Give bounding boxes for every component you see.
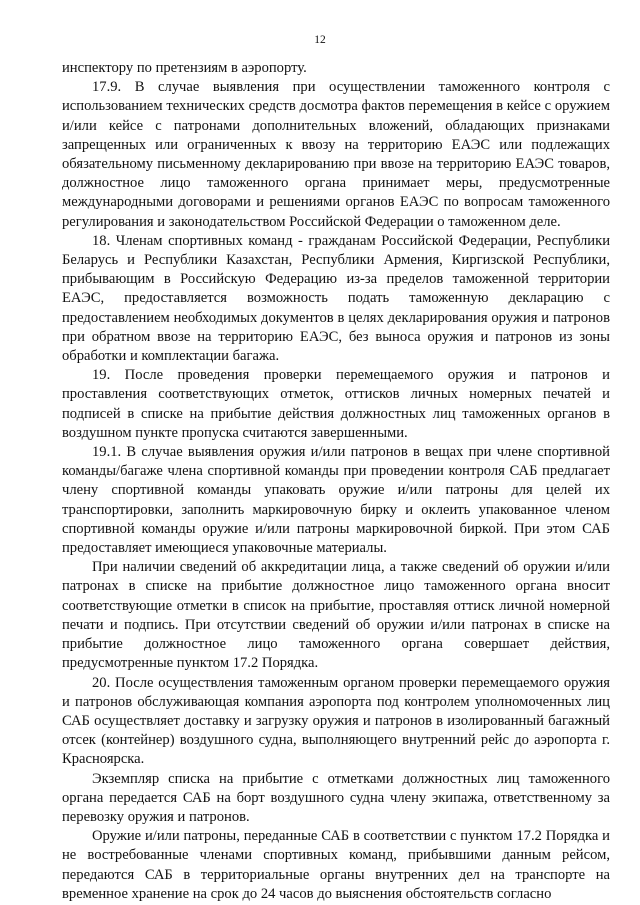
- paragraph-unclaimed-weapons: Оружие и/или патроны, переданные САБ в соответствии с пунктом 17.2 Порядка и не востребованные членами спортивных команд, прибывшими данным рейсом, передаются САБ в территориальные органы внутренних дел на транспорте на временное хранение на срок до 24 часов до выяснения обстоятельств согласно: [62, 828, 610, 902]
- document-body: [62, 59, 610, 904]
- paragraph-17-9: 17.9. В случае выявления при осуществлении таможенного контроля с использованием технических средств досмотра фактов перемещения в кейсе с оружием и/или кейсе с патронами дополнительных вложений, обладающих признаками запрещенных или ограниченных к ввозу на территорию ЕАЭС или подлежащих обязательному письменному декларированию при ввозе на территорию ЕАЭС товаров, должностное лицо таможенного органа принимает меры, предусмотренные международными договорами и решениями органов ЕАЭС по вопросам таможенного регулирования и законодательством Российской Федерации о таможенном деле.: [62, 79, 610, 230]
- paragraph-arrival-list: Экземпляр списка на прибытие с отметками должностных лиц таможенного органа передается САБ на борт воздушного судна члену экипажа, ответственному за перевозку оружия и патронов.: [62, 770, 610, 825]
- paragraph-accreditation: При наличии сведений об аккредитации лица, а также сведений об оружии и/или патронах в списке на прибытие должностное лицо таможенного органа вносит соответствующие отметки в список на прибытие, проставляя оттиск личной номерной печати и подпись. При отсутствии сведений об оружии и/или патронах в списке на прибытие должностное лицо таможенного органа совершает действия, предусмотренные пунктом 17.2 Порядка.: [62, 559, 610, 672]
- page-number: 12: [314, 34, 326, 46]
- paragraph-continuation: инспектору по претензиям в аэропорту.: [62, 60, 307, 76]
- paragraph-18: 18. Членам спортивных команд - гражданам Российской Федерации, Республики Беларусь и Республики Казахстан, Республики Армения, Киргизской Республики, прибывающим в Российскую Федерацию из-за пределов таможенной территории ЕАЭС, предоставляется возможность подать таможенную декларацию с предоставлением необходимых документов в целях декларирования оружия и патронов при обратном ввозе на территорию ЕАЭС, без выноса оружия и патронов из зоны обработки и комплектации багажа.: [62, 232, 610, 365]
- paragraph-19: 19. После проведения проверки перемещаемого оружия и патронов и проставления соответствующих отметок, оттисков личных номерных печатей и подписей в списке на прибытие действия должностных лиц таможенных органов в воздушном пункте пропуска считаются завершенными.: [62, 367, 610, 441]
- paragraph-20: 20. После осуществления таможенным органом проверки перемещаемого оружия и патронов обслуживающая компания аэропорта под контролем уполномоченных лиц САБ осуществляет доставку и загрузку оружия и патронов в изолированный багажный отсек (контейнер) воздушного судна, выполняющего внутренний рейс до аэропорта г. Красноярска.: [62, 674, 610, 768]
- paragraph-19-1: 19.1. В случае выявления оружия и/или патронов в вещах при члене спортивной команды/багаже члена спортивной команды при проведении контроля САБ предлагает члену спортивной команды упаковать оружие и/или патроны для целей их транспортировки, заполнить маркировочную бирку и оклеить упакованное членом спортивной команды оружие и/или патроны маркировочной биркой. При этом САБ предоставляет имеющиеся упаковочные материалы.: [62, 444, 610, 557]
